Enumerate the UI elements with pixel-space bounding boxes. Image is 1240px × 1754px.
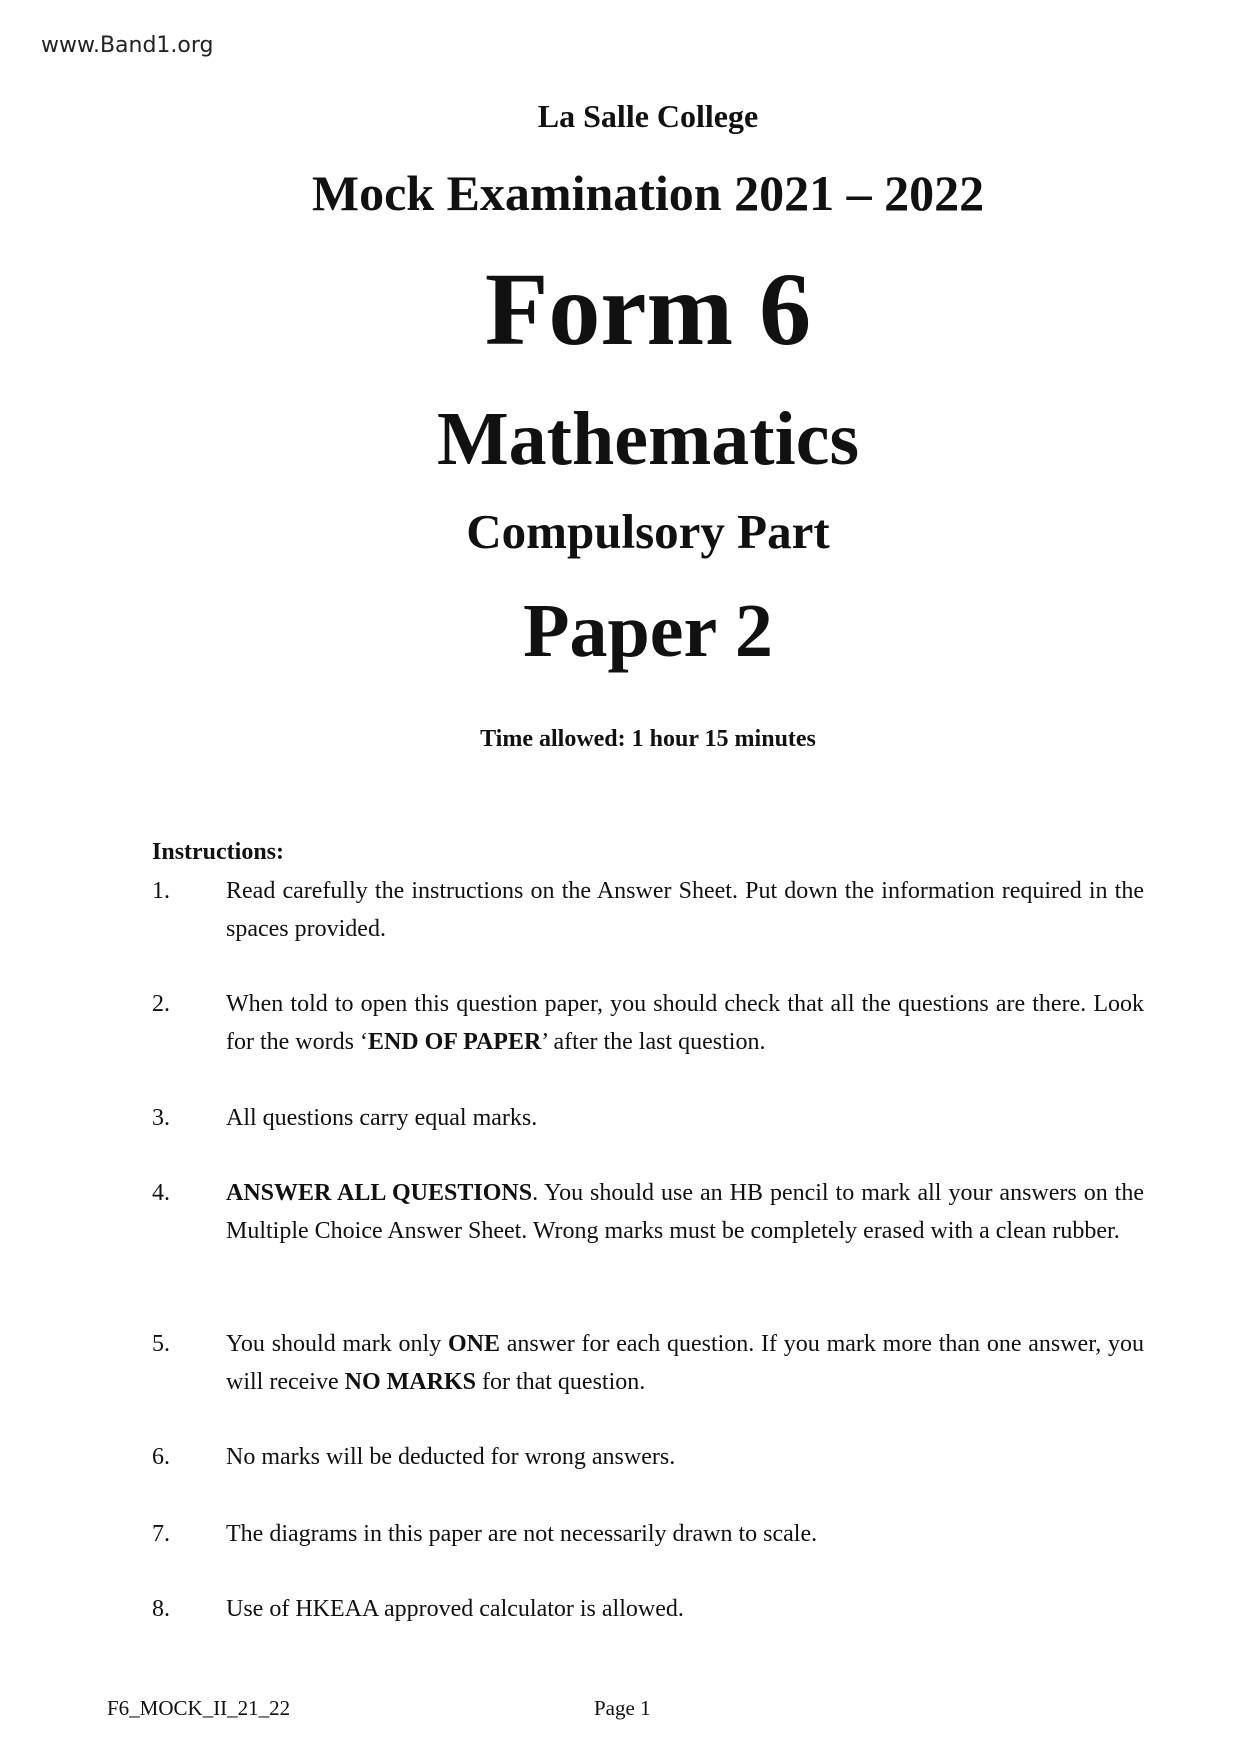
instruction-number: 8.: [152, 1596, 170, 1622]
instruction-item: [152, 1438, 1144, 1476]
instruction-fragment: Use of HKEAA approved calculator is allowed.: [226, 1596, 684, 1622]
instruction-emphasis: END OF PAPER: [367, 1029, 542, 1055]
instruction-fragment: ’ after the last question.: [541, 1029, 766, 1055]
instruction-number: 5.: [152, 1331, 170, 1357]
instruction-item: [152, 1174, 1144, 1250]
instruction-number: 7.: [152, 1521, 170, 1547]
instruction-item: [152, 1590, 1144, 1628]
instruction-text: [226, 1325, 1144, 1401]
instruction-item: [152, 1099, 1144, 1137]
instruction-emphasis: ONE: [447, 1331, 500, 1357]
instruction-text: [226, 1438, 1144, 1476]
instruction-fragment: You should mark only: [226, 1331, 448, 1357]
instruction-item: [152, 872, 1144, 948]
form-title: Form 6: [484, 252, 812, 367]
instruction-text: [226, 1174, 1144, 1250]
instruction-fragment: answer for each question. If you mark more than one answer, you will receive: [226, 1331, 1145, 1395]
instruction-fragment: . You should use an HB pencil to mark all your answers on the Multiple Choice Answer Sheet. Wrong marks must be completely erased with a clean rubber.: [226, 1180, 1144, 1244]
instruction-emphasis: ANSWER ALL QUESTIONS: [226, 1180, 533, 1206]
subject-title: Mathematics: [436, 397, 860, 481]
instruction-emphasis: NO MARKS: [344, 1369, 476, 1395]
exam-title: Mock Examination 2021 – 2022: [311, 165, 985, 221]
instruction-fragment: for that question.: [475, 1369, 646, 1395]
instruction-text: [226, 1590, 1144, 1628]
footer-page-number: Page 1: [594, 1696, 651, 1720]
instruction-fragment: When told to open this question paper, you should check that all the questions are there. Look for the words ‘: [226, 991, 1144, 1055]
instruction-text: [226, 985, 1144, 1061]
instruction-number: 3.: [152, 1105, 170, 1131]
instruction-number: 6.: [152, 1444, 170, 1470]
part-title: Compulsory Part: [466, 504, 830, 559]
instruction-number: 1.: [152, 878, 170, 904]
instruction-fragment: All questions carry equal marks.: [226, 1105, 538, 1131]
instruction-fragment: Read carefully the instructions on the Answer Sheet. Put down the information required in the spaces provided.: [226, 878, 1144, 942]
instruction-fragment: The diagrams in this paper are not necessarily drawn to scale.: [226, 1521, 818, 1547]
instruction-item: [152, 1515, 1144, 1553]
footer-code: F6_MOCK_II_21_22: [107, 1696, 291, 1720]
instruction-fragment: No marks will be deducted for wrong answers.: [226, 1444, 676, 1470]
school-name: La Salle College: [537, 98, 759, 134]
paper-title: Paper 2: [523, 589, 773, 673]
instruction-item: [152, 985, 1144, 1061]
time-allowed: Time allowed: 1 hour 15 minutes: [480, 726, 816, 752]
instruction-text: [226, 872, 1144, 948]
instruction-text: [226, 1515, 1144, 1553]
instructions-heading: Instructions:: [152, 839, 285, 865]
instruction-item: [152, 1325, 1144, 1401]
watermark-link[interactable]: www.Band1.org: [41, 33, 214, 58]
instruction-number: 4.: [152, 1180, 170, 1206]
instruction-text: [226, 1099, 1144, 1137]
instruction-number: 2.: [152, 991, 170, 1017]
